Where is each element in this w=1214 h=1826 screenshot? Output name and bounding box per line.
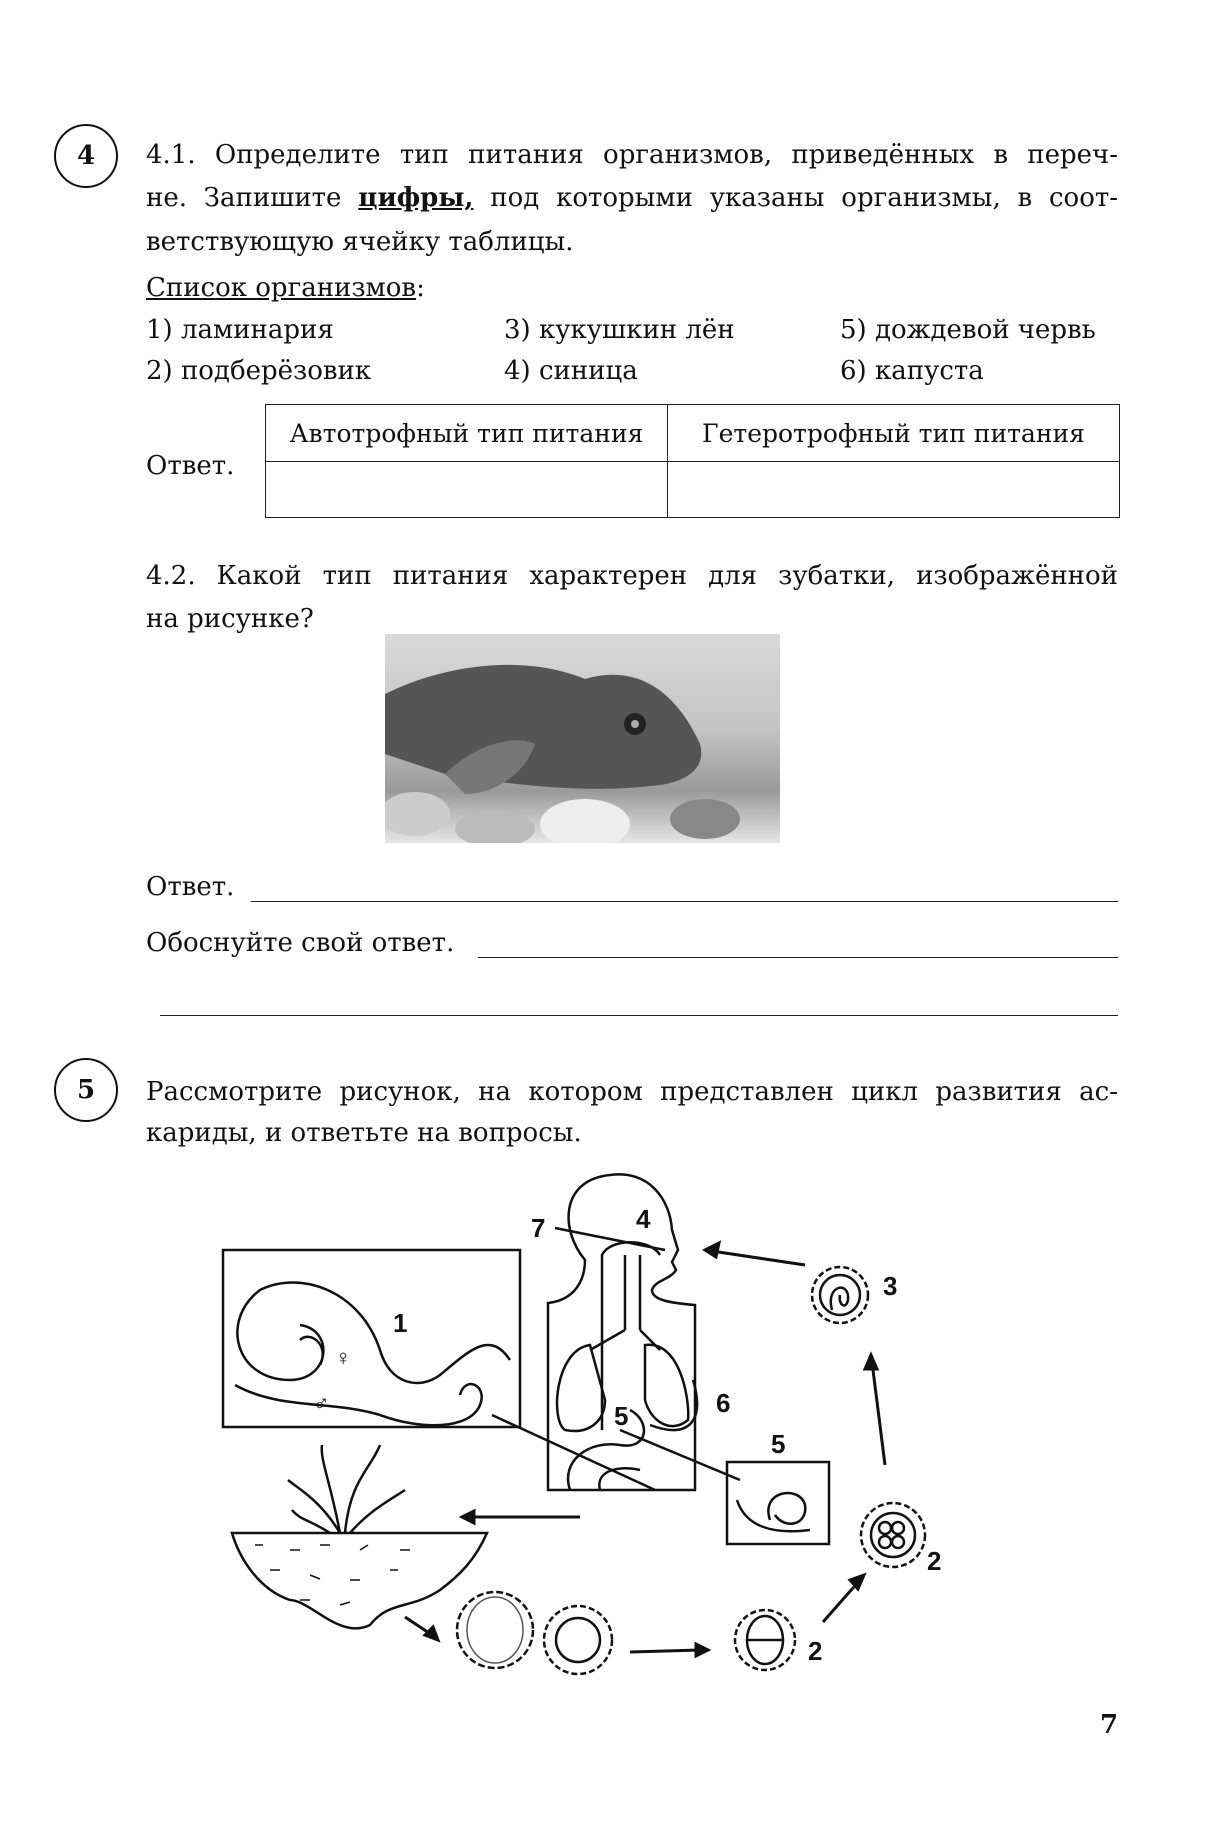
label-4: 4 [636,1204,651,1234]
list-title-text: Список организмов [146,273,417,303]
page-number: 7 [1100,1710,1119,1740]
female-worm [237,1283,510,1383]
egg-2-divided [735,1610,795,1670]
label-5-box: 5 [771,1429,786,1459]
emphasis-digits: цифры, [358,183,474,213]
answer-label-4-2: Ответ. [146,872,235,902]
task-4-2-line-2: на рисунке? [146,604,314,634]
line-2-post: под которыми указаны организмы, в соот- [490,183,1119,213]
task-5-line-2: кариды, и ответьте на вопросы. [146,1118,582,1148]
list-title-colon: : [416,273,425,303]
task-5-number: 5 [54,1058,118,1122]
organism-5: 5) дождевой червь [840,315,1096,345]
organism-3: 3) кукушкин лён [504,315,735,345]
male-worm [235,1384,482,1425]
label-3: 3 [883,1271,898,1301]
female-symbol: ♀ [335,1345,352,1370]
egg-single-cell [544,1606,612,1674]
egg-3 [812,1267,868,1323]
label-2-upper: 2 [927,1546,942,1576]
task-4-1-line-3: ветствующую ячейку таблицы. [146,227,574,257]
header-heterotrophic: Гетеротрофный тип питания [668,405,1120,462]
task-4-number: 4 [54,124,118,188]
justify-label: Обоснуйте свой ответ. [146,928,455,958]
plant [288,1445,405,1533]
label-2-lower: 2 [808,1636,823,1666]
answer-label-4-1: Ответ. [146,451,235,481]
organism-4: 4) синица [504,356,638,386]
egg-shell [457,1592,533,1668]
organism-2: 2) подберёзовик [146,356,372,386]
egg-2-morula [861,1503,925,1567]
task-5-line-1: Рассмотрите рисунок, на котором представлен цикл развития ас- [146,1077,1118,1107]
arrow-6 [650,1380,697,1430]
organism-1: 1) ламинария [146,315,334,345]
intestine [568,1410,644,1490]
label-5-body: 5 [614,1401,629,1431]
male-symbol: ♂ [313,1390,330,1415]
task-4-1-line-1: 4.1. Определите тип питания организмов, приведённых в переч- [146,140,1118,170]
adult-worms-box [223,1250,520,1427]
label-1: 1 [393,1308,408,1338]
label-7: 7 [531,1213,546,1243]
label-6: 6 [716,1388,731,1418]
esophagus [602,1242,660,1430]
line-2-pre: не. Запишите [146,183,342,213]
task-4-2-line-1: 4.2. Какой тип питания характерен для зубатки, изображённой [146,561,1118,591]
header-autotrophic: Автотрофный тип питания [266,405,668,462]
organism-6: 6) капуста [840,356,984,386]
